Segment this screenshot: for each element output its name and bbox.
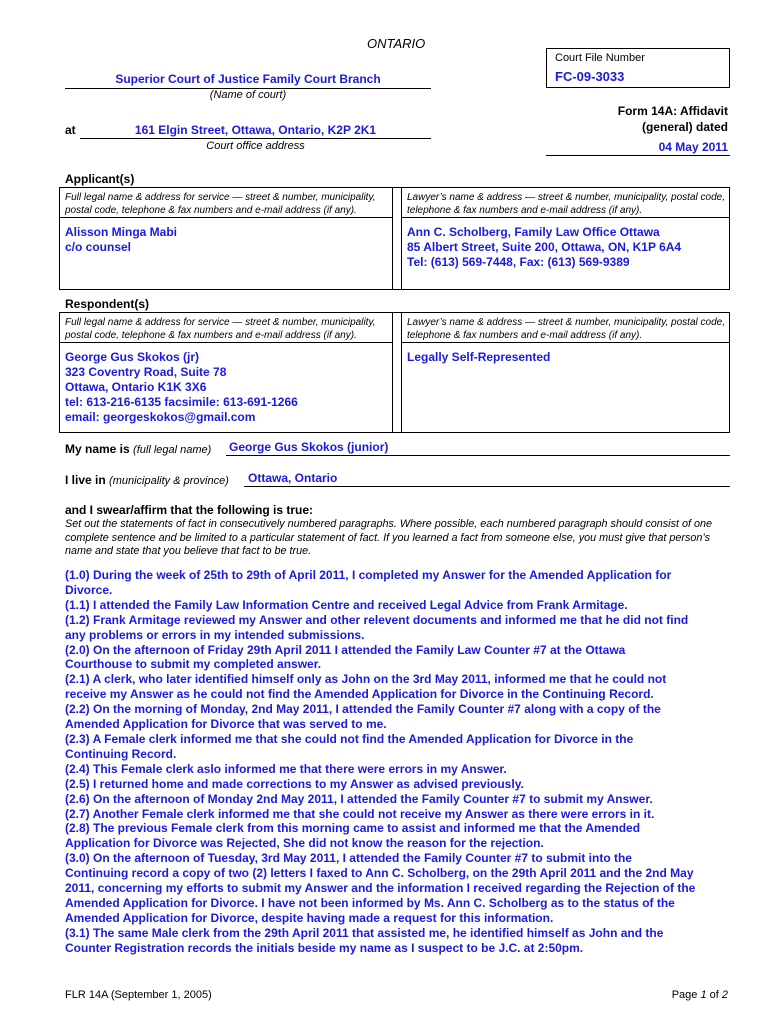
respondent-row-line-left: [60, 342, 392, 343]
statement-line: 2011, concerning my efforts to submit my Answer and the information I received regarding the Rejection of the: [65, 881, 696, 896]
statement-line: (3.0) On the afternoon of Tuesday, 3rd May 2011, I attended the Family Counter #7 to submit into the: [65, 851, 632, 866]
statement-line: (2.8) The previous Female clerk from this morning came to assist and informed me that the Amended: [65, 821, 641, 836]
form-title-line2: (general) dated: [641, 120, 728, 134]
statement-line: Amended Application for Divorce, despite having made a request for this information.: [65, 910, 554, 925]
statement-line: (1.1) I attended the Family Law Information Centre and received Legal Advice from Frank Armitage.: [65, 597, 628, 612]
form-date-field: [546, 138, 730, 156]
statement-line: Amended Application for Divorce that was served to me.: [65, 717, 387, 732]
page-of: of: [706, 989, 722, 1001]
oath-heading: and I swear/affirm that the following is true:: [65, 503, 314, 517]
respondent-row-line-right: [402, 342, 729, 343]
form-title: [546, 103, 728, 135]
respondent-heading: Respondent(s): [65, 297, 149, 311]
statement-line: receive my Answer as he could not find the Amended Application for Divorce in the Continuing Record.: [65, 687, 654, 702]
applicant-party-line: Alisson Minga Mabi: [65, 225, 178, 239]
affidavit-statements[interactable]: [65, 568, 735, 956]
statement-line: (2.4) This Female clerk aslo informed me that there were errors in my Answer.: [65, 761, 507, 776]
respondent-party-line: 323 Coventry Road, Suite 78: [65, 365, 227, 379]
court-address-field: [80, 121, 431, 139]
live-row: [65, 473, 229, 487]
statement-line: (2.2) On the morning of Monday, 2nd May 2011, I attended the Family Counter #7 along with a copy of the: [65, 702, 661, 717]
respondent-party-details[interactable]: [65, 350, 390, 425]
court-file-number[interactable]: FC-09-3033: [555, 69, 625, 84]
applicant-lawyer-line: Ann C. Scholberg, Family Law Office Ottawa: [407, 225, 660, 239]
statement-line: (2.1) A clerk, who later identified himself only as John on the 3rd May 2011, informed me that he could not: [65, 672, 667, 687]
respondent-table: [59, 312, 730, 433]
court-address-caption: Court office address: [206, 140, 305, 152]
statement-line: (2.7) Another Female clerk informed me that she could not receive my Answer as there were errors in it.: [65, 806, 655, 821]
respondent-party-line: George Gus Skokos (jr): [65, 350, 200, 364]
name-value[interactable]: George Gus Skokos (junior): [229, 440, 389, 454]
statement-line: Application for Divorce was Rejected, She did not know the reason for the rejection.: [65, 836, 544, 851]
statement-line: Counter Registration records the initials beside my name as I suspect to be J.C. at 2:50pm.: [65, 940, 584, 955]
statement-line: Amended Application for Divorce. I have not been informed by Ms. Ann C. Scholberg as to the status of the: [65, 895, 675, 910]
statement-line: (2.0) On the afternoon of Friday 29th April 2011 I attended the Family Law Counter #7 at the Ottawa: [65, 642, 626, 657]
statement-line: (3.1) The same Male clerk from the 29th April 2011 that assisted me, he identified himself as John and the: [65, 925, 664, 940]
name-hint: (full legal name): [133, 444, 212, 456]
respondent-party-line: Ottawa, Ontario K1K 3X6: [65, 380, 207, 394]
applicant-party-details[interactable]: [65, 225, 387, 255]
court-file-label: Court File Number: [555, 52, 645, 64]
court-name-caption: (Name of court): [209, 89, 287, 101]
respondent-lawyer-hint: Lawyer’s name & address — street & number, municipality, postal code, telephone & fax numbers and e-mail address (if any).: [407, 317, 725, 341]
form-title-line1: Form 14A: Affidavit: [617, 104, 728, 118]
form-identifier: FLR 14A (September 1, 2005): [65, 989, 212, 1001]
live-value[interactable]: Ottawa, Ontario: [248, 471, 338, 485]
applicant-lawyer-hint: Lawyer’s name & address — street & number, municipality, postal code, telephone & fax numbers and e-mail address (if any).: [407, 192, 725, 216]
applicant-heading: Applicant(s): [65, 172, 135, 186]
applicant-lawyer-line: 85 Albert Street, Suite 200, Ottawa, ON, K1P 6A4: [407, 240, 682, 254]
applicant-lawyer-details[interactable]: [407, 225, 727, 270]
statement-line: (1.2) Frank Armitage reviewed my Answer and other relevent documents and informed me that he did not find: [65, 612, 689, 627]
statement-line: (2.6) On the afternoon of Monday 2nd May 2011, I attended the Family Counter #7 to submit my Answer.: [65, 791, 653, 806]
applicant-row-line-right: [402, 217, 729, 218]
statement-line: Continuing record a copy of two (2) letters I faxed to Ann C. Scholberg, on the 29th April 2011 and the 2nd May: [65, 866, 694, 881]
applicant-divider: [392, 188, 402, 289]
jurisdiction: ONTARIO: [367, 36, 426, 51]
live-hint: (municipality & province): [109, 475, 229, 487]
statement-line: Divorce.: [65, 582, 113, 597]
court-file-box: [546, 48, 730, 88]
statement-line: Continuing Record.: [65, 746, 177, 761]
statement-line: Courthouse to submit my completed answer.: [65, 657, 322, 672]
applicant-lawyer-line: Tel: (613) 569-7448, Fax: (613) 569-9389: [407, 255, 630, 269]
court-address[interactable]: 161 Elgin Street, Ottawa, Ontario, K2P 2K1: [134, 123, 377, 137]
name-label: My name is: [65, 442, 130, 456]
applicant-party-line: c/o counsel: [65, 240, 132, 254]
page-current: 1: [700, 989, 707, 1001]
court-name[interactable]: Superior Court of Justice Family Court Branch: [115, 72, 381, 86]
respondent-party-line: email: georgeskokos@gmail.com: [65, 410, 256, 424]
applicant-party-hint: Full legal name & address for service — street & number, municipality, postal code, telephone & fax numbers and e-mail address (if any).: [65, 192, 376, 216]
court-name-field: [65, 70, 431, 89]
page-indicator: [600, 989, 728, 1001]
page-label: Page: [671, 989, 701, 1001]
respondent-divider: [392, 313, 402, 432]
statement-line: (1.0) During the week of 25th to 29th of April 2011, I completed my Answer for the Amended Application for: [65, 568, 672, 582]
name-row: [65, 442, 211, 456]
form-date[interactable]: 04 May 2011: [658, 140, 728, 154]
respondent-lawyer-details[interactable]: [407, 350, 727, 365]
applicant-row-line-left: [60, 217, 392, 218]
respondent-lawyer-line: Legally Self-Represented: [407, 350, 551, 364]
name-field: [226, 438, 730, 456]
respondent-party-line: tel: 613-216-6135 facsimile: 613-691-1266: [65, 395, 298, 409]
statement-line: (2.3) A Female clerk informed me that she could not find the Amended Application for Divorce in the: [65, 731, 634, 746]
page-total: 2: [721, 989, 728, 1001]
at-label: at: [65, 123, 76, 137]
statement-line: any problems or errors in my intended submissions.: [65, 627, 365, 642]
respondent-party-hint: Full legal name & address for service — street & number, municipality, postal code, telephone & fax numbers and e-mail address (if any).: [65, 317, 376, 341]
live-field: [244, 469, 730, 487]
applicant-table: [59, 187, 730, 290]
oath-instructions: Set out the statements of fact in consecutively numbered paragraphs. Where possible, each numbered paragraph should consist of one complete sentence and be limited to a particular statement of fact. If you learned a fact from someone else, you must give that person’s name and state that you believe that fact to be true.: [65, 518, 712, 557]
live-label: I live in: [65, 473, 106, 487]
statement-line: (2.5) I returned home and made corrections to my Answer as advised previously.: [65, 776, 524, 791]
